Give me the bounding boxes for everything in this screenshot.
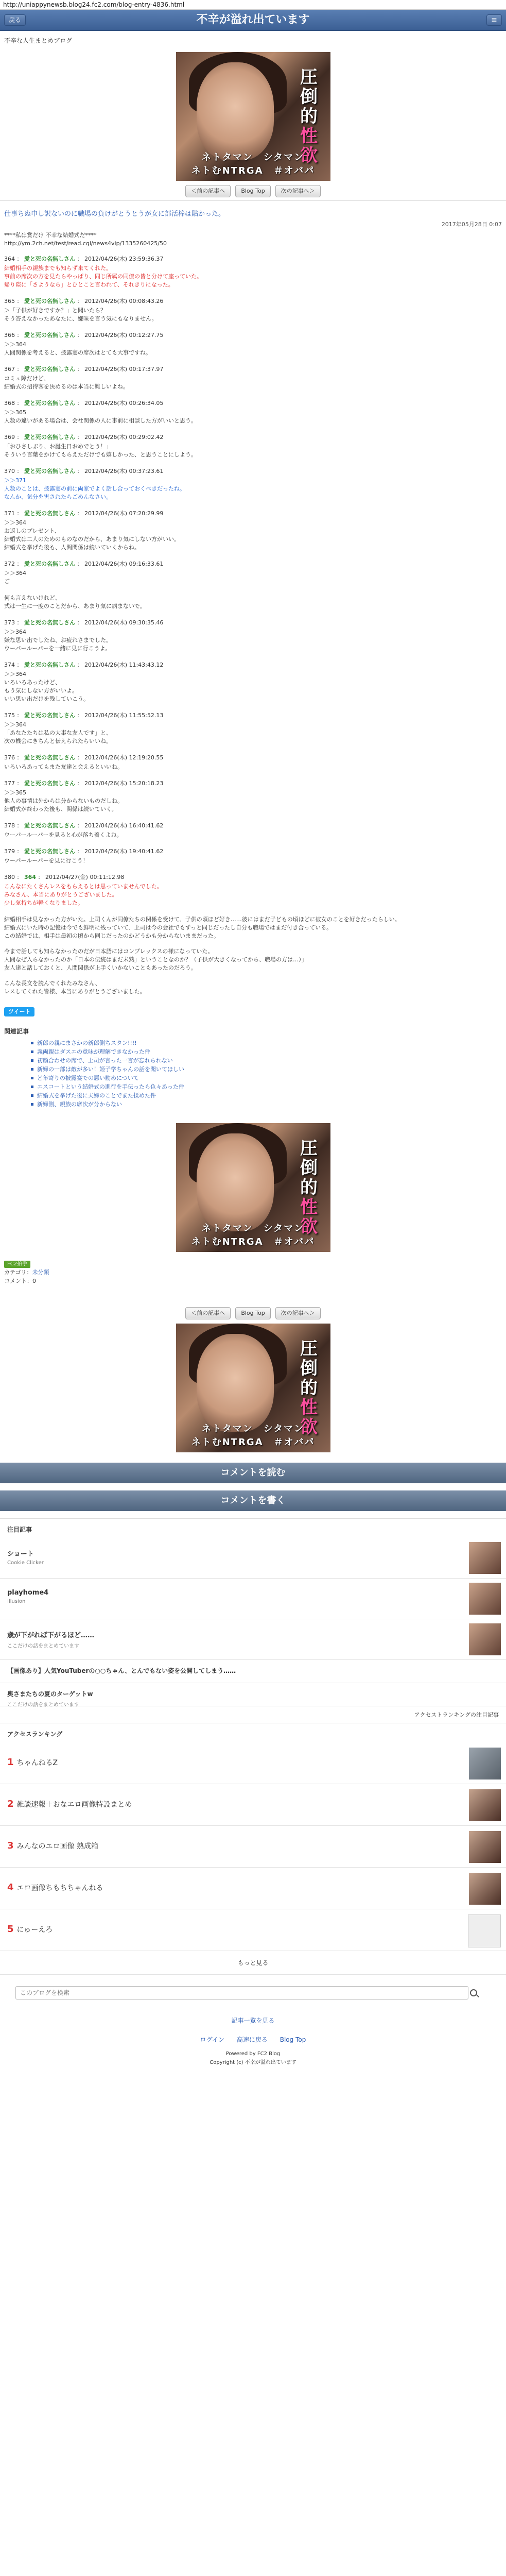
ad-vertical-text: 圧倒的性欲 — [296, 1139, 318, 1236]
post-number: 377 — [4, 780, 15, 787]
category-link[interactable]: 未分類 — [32, 1269, 49, 1276]
ranking-number: 1 — [7, 1757, 14, 1768]
post-body: ＞＞364 いろいろあったけど、 もう気にしない方がいいよ。 いい思い出だけを残していこう。 — [4, 671, 89, 702]
post-date: 2012/04/26(木) 15:20:18.23 — [84, 780, 164, 787]
page-title: 不辛が溢れ出ています — [196, 13, 310, 26]
feed-item[interactable] — [0, 1619, 506, 1660]
feed-item-title: playhome4 — [7, 1589, 49, 1597]
related-list — [0, 1039, 506, 1109]
post-number: 369 — [4, 434, 15, 440]
ranking-thumbnail[interactable] — [469, 1831, 501, 1863]
feed-ad-link[interactable]: アクセストランキングの注目記事 — [414, 1711, 499, 1718]
comment-post: 377 ： 愛と死の名無しさん ： 2012/04/26(木) 15:20:18.23 ＞＞365 他人の事情は外からは分からないものだしね。 結婚式が終わった後も、関係は続いていく。 — [4, 779, 502, 814]
post-author: 愛と死の名無しさん — [24, 712, 75, 719]
footer-links-1 — [0, 2011, 506, 2030]
login-link[interactable]: ログイン — [200, 2036, 225, 2043]
article-title[interactable]: 仕事ちぬ申し訳ないのに職場の負けがとうとうが女に部活棒は貼かった。 — [0, 200, 506, 220]
ad-decor-face — [197, 1133, 274, 1231]
post-author: 愛と死の名無しさん — [24, 662, 75, 668]
footer-links-2 — [0, 2030, 506, 2049]
ranking-thumbnail[interactable] — [468, 1914, 501, 1947]
next-article-button[interactable]: 次の記事へ＞ — [275, 1307, 321, 1319]
powered-by[interactable]: Powered by FC2 Blog — [225, 2051, 281, 2057]
post-date: 2012/04/26(木) 09:16:33.61 — [84, 561, 164, 567]
post-body: ＞＞364 ご 何も言えないけれど、 式は一生に一度のことだから、あまり気に病まないで。 — [4, 570, 146, 609]
post-author: 愛と死の名無しさん — [24, 366, 75, 372]
post-date: 2012/04/26(木) 11:43:43.12 — [84, 662, 164, 668]
ranking-title: アクセスランキング — [0, 1723, 506, 1742]
post-author: 愛と死の名無しさん — [24, 400, 75, 406]
post-number: 370 — [4, 468, 15, 474]
post-author: 愛と死の名無しさん — [24, 754, 75, 761]
ranking-label: エロ画像ちもちちゃんねる — [16, 1884, 103, 1892]
post-body: いろいろあってもまた友達と会えるといいね。 — [4, 764, 123, 770]
post-number: 376 — [4, 754, 15, 761]
post-author: 愛と死の名無しさん — [24, 298, 75, 304]
comment-post: 378 ： 愛と死の名無しさん ： 2012/04/26(木) 16:40:41.62 ウーパールーパーを見ると心が落ち着くよね。 — [4, 822, 502, 839]
ranking-label: 雑談速報＋おなエロ画像特設まとめ — [16, 1801, 132, 1809]
next-article-button[interactable]: 次の記事へ＞ — [275, 185, 321, 197]
comment-count[interactable]: コメント：0 — [4, 1278, 36, 1284]
post-body: ウーパールーパーを見に行こう！ — [4, 857, 89, 864]
post-body: コミュ障だけど、 結婚式の招待客を決めるのは本当に難しいよね。 — [4, 375, 129, 390]
address-bar[interactable]: http://uniappynewsb.blog24.fc2.com/blog-entry-4836.html — [0, 0, 506, 10]
post-number: 380 — [4, 874, 15, 880]
ad-decor-face — [197, 1334, 274, 1432]
comment-post: 370 ： 愛と死の名無しさん ： 2012/04/26(木) 00:37:23.61 ＞＞371 人数のことは、披露宴の前に両家でよく話し合っておくべきだったね。 なんか、気分を害されたらごめんなさい。 — [4, 467, 502, 501]
post-date: 2012/04/26(木) 00:29:02.42 — [84, 434, 164, 440]
ranking-number: 5 — [7, 1924, 14, 1935]
feed-item-title: 奥さまたちの夏のターゲットw — [7, 1690, 93, 1698]
category-label: カテゴリ： — [4, 1269, 32, 1276]
ad-caption-1: ネトタマン シタマン — [201, 152, 305, 163]
post-date: 2012/04/26(木) 00:37:23.61 — [84, 468, 164, 474]
search-icon[interactable] — [470, 1989, 477, 1996]
comment-post: 373 ： 愛と死の名無しさん ： 2012/04/26(木) 09:30:35.46 ＞＞364 嫌な思い出でしたね、お疲れさまでした。 ウーパールーパーを一緒に見に行こうよ。 — [4, 619, 502, 653]
comment-post: 369 ： 愛と死の名無しさん ： 2012/04/26(木) 00:29:02.42 「おひさしぶり、お誕生日おめでとう！」 そういう言葉をかけてもらえただけでも嬉しかった、と思うことにしよう。 — [4, 433, 502, 459]
blog-top-button[interactable]: Blog Top — [235, 1307, 270, 1319]
feed-item[interactable] — [0, 1538, 506, 1579]
feed-thumbnail[interactable] — [469, 1542, 501, 1574]
blog-name: 不辛な人生まとめブログ — [4, 37, 73, 44]
ranking-number: 4 — [7, 1882, 14, 1893]
post-body: こんなにたくさんレスをもらえるとは思っていませんでした。 みなさん、本当にありがとうございました。 少し気持ちが軽くなりました。 — [4, 883, 163, 906]
post-body: 結婚相手の親族までも知らず来てくれた。 事前の席次の方を見たらやっぱり、同じ所属の同僚の皆と分けて座っていた。 帰り際に「さようなら」とひとこと言われて、それきりになった。 — [4, 265, 202, 288]
ranking-item[interactable] — [0, 1826, 506, 1868]
article-nav-bottom — [0, 1307, 506, 1319]
prev-article-button[interactable]: ＜前の記事へ — [185, 1307, 231, 1319]
related-title: 関連記事 — [4, 1028, 29, 1035]
related-link[interactable]: 結婚式を挙げた後に夫婦のことでまた揉めた件 — [31, 1091, 502, 1100]
article-paragraph-2: 今まで話しても知らなかったのだが日本語にはコンプレックスの様になっていた。 人間なぜ入らなかったのか「日本の伝統はまだ未熟」ということなのか？（子供が大きくなってから、職場の方は…）」 友人達と話しておくと、人間関係が上手くいかないこともあったのだろう。 — [4, 948, 307, 971]
posts-list — [4, 255, 502, 907]
ad-caption-2: ネトむNTRGA ＃オバパ — [191, 1236, 315, 1247]
post-number: 368 — [4, 400, 15, 406]
article-meta — [0, 1256, 506, 1289]
ad-vertical-text: 圧倒的性欲 — [296, 1339, 318, 1437]
post-date: 2012/04/27(金) 00:11:12.98 — [45, 874, 125, 880]
post-author: 愛と死の名無しさん — [24, 561, 75, 567]
ranking-more-link[interactable]: もっと見る — [0, 1951, 506, 1975]
comment-post: 366 ： 愛と死の名無しさん ： 2012/04/26(木) 00:12:27.75 ＞＞364 人間関係を考えると、披露宴の席次はとても大事ですね。 — [4, 331, 502, 357]
blog-top-link[interactable]: Blog Top — [280, 2036, 306, 2043]
feed-item[interactable] — [0, 1660, 506, 1683]
prev-article-button[interactable]: ＜前の記事へ — [185, 185, 231, 197]
feed-thumbnail[interactable] — [469, 1583, 501, 1615]
entry-list-link[interactable]: 記事一覧を見る — [231, 2017, 275, 2024]
ranking-number: 3 — [7, 1840, 14, 1851]
post-body: ＞＞365 人数の違いがある場合は、会社関係の人に事前に相談した方がいいと思う。 — [4, 409, 197, 424]
ad-caption-2: ネトむNTRGA ＃オバパ — [191, 165, 315, 176]
post-author: 愛と死の名無しさん — [24, 510, 75, 517]
comment-post: 368 ： 愛と死の名無しさん ： 2012/04/26(木) 00:26:34.05 ＞＞365 人数の違いがある場合は、会社関係の人に事前に相談した方がいいと思う。 — [4, 399, 502, 425]
post-date: 2012/04/26(木) 16:40:41.62 — [84, 822, 164, 829]
blog-top-button[interactable]: Blog Top — [235, 185, 270, 197]
ad-image[interactable] — [176, 1123, 330, 1252]
post-number: 375 — [4, 712, 15, 719]
ad-caption-2: ネトむNTRGA ＃オバパ — [191, 1437, 315, 1448]
post-body: ＞＞364 「あなたたちは私の大事な友人です」と、 次の機会にきちんと伝えられたらいいね。 — [4, 721, 112, 744]
post-date: 2012/04/26(木) 23:59:36.37 — [84, 256, 164, 262]
related-link[interactable]: 新婦側、親族の席次が分からない — [31, 1100, 502, 1109]
feed-title: 注目記事 — [0, 1518, 506, 1538]
post-number: 366 — [4, 332, 15, 338]
ad-banner-top[interactable] — [0, 52, 506, 181]
related-link[interactable]: 義両親はダスエの意味が理解できなかった件 — [31, 1047, 502, 1056]
ranking-thumbnail[interactable] — [469, 1789, 501, 1821]
ranking-number: 2 — [7, 1799, 14, 1809]
comment-post: 374 ： 愛と死の名無しさん ： 2012/04/26(木) 11:43:43.12 ＞＞364 いろいろあったけど、 もう気にしない方がいいよ。 いい思い出だけを残していこう。 — [4, 661, 502, 703]
ad-caption-1: ネトタマン シタマン — [201, 1223, 305, 1234]
feed-item-title: 歳が下がれば下がるほど…… — [7, 1632, 95, 1639]
post-author: 愛と死の名無しさん — [24, 780, 75, 787]
fast-link[interactable]: 高速に戻る — [236, 2036, 268, 2043]
menu-icon[interactable]: ≡ — [486, 14, 502, 26]
back-button[interactable]: 戻る — [4, 14, 26, 26]
post-number: 365 — [4, 298, 15, 304]
feed-item-sub: ここだけの話をまとめています — [7, 1643, 79, 1649]
ad-banner-bottom[interactable] — [0, 1324, 506, 1452]
post-date: 2012/04/26(木) 12:19:20.55 — [84, 754, 164, 761]
post-number: 364 — [4, 256, 15, 262]
post-body: ＞「子供が好きですか？」と聞いたら？ そう答えなかったあなたに、嫌味を言う気にもなりません。 — [4, 307, 158, 322]
ranking-label: にゅーえろ — [16, 1926, 53, 1934]
comment-post: 371 ： 愛と死の名無しさん ： 2012/04/26(木) 07:20:29.99 ＞＞364 お返しのプレゼント、 結婚式は二人のためのものなのだから、あまり気にしない方がいい。 結婚式を挙げた後も、人間関係は続いていくからね。 — [4, 510, 502, 552]
fc2-clap-button[interactable]: FC2拍手 — [4, 1261, 30, 1268]
post-number: 374 — [4, 662, 15, 668]
feed-item-sub: Illusion — [7, 1599, 26, 1604]
comment-post: 372 ： 愛と死の名無しさん ： 2012/04/26(木) 09:16:33.61 ＞＞364 ご 何も言えないけれど、 式は一生に一度のことだから、あまり気に病まないで。 — [4, 560, 502, 611]
comment-post: 380 ： 364 ： 2012/04/27(金) 00:11:12.98 こんなにたくさんレスをもらえるとは思っていませんでした。 みなさん、本当にありがとうございました。 少し気持ちが軽くなりました。 — [4, 873, 502, 907]
feed-item-sub: Cookie Clicker — [7, 1560, 44, 1566]
post-date: 2012/04/26(木) 09:30:35.46 — [84, 619, 164, 626]
feed-thumbnail[interactable] — [469, 1623, 501, 1655]
comment-post: 379 ： 愛と死の名無しさん ： 2012/04/26(木) 19:40:41.62 ウーパールーパーを見に行こう！ — [4, 848, 502, 865]
related-link[interactable]: ど年寄りの披露宴での悪い勧めについて — [31, 1074, 502, 1082]
post-author: 愛と死の名無しさん — [24, 332, 75, 338]
article-paragraph-1: 結婚相手は見なかった方がいた。上司くんが同僚たちの関係を受けて、子供の頃ほど好き……彼にはまだ子どもの頃ほどに彼女のことを好きだったらしい。 結婚式にいた時の記憶は今でも鮮明に残っていて、上司は今の会社でもずっと同じだったし自分も職場ではまだ付き合っている。 この結婚では、相手は最初の頃から同じだったのかどうかも分からないままだった。 — [4, 916, 400, 939]
ad-caption-1: ネトタマン シタマン — [201, 1423, 305, 1434]
post-number: 373 — [4, 619, 15, 626]
feed-item[interactable] — [0, 1683, 506, 1706]
article-date: 2017年05月28日 0:07 — [441, 221, 502, 228]
post-date: 2012/04/26(木) 07:20:29.99 — [84, 510, 164, 517]
article-intro: ****私は賞だけ 不幸な結婚式だ**** http://ym.2ch.net/test/read.cgi/news4vip/1335260425/50 — [4, 232, 167, 247]
ad-image[interactable] — [176, 1324, 330, 1452]
feed-item-title: ショート — [7, 1550, 34, 1558]
post-number: 371 — [4, 510, 15, 517]
comment-post: 375 ： 愛と死の名無しさん ： 2012/04/26(木) 11:55:52.13 ＞＞364 「あなたたちは私の大事な友人です」と、 次の機会にきちんと伝えられたらいいね。 — [4, 711, 502, 745]
ad-banner-middle[interactable] — [0, 1123, 506, 1252]
ad-image[interactable] — [176, 52, 330, 181]
post-body: ＞＞364 人間関係を考えると、披露宴の席次はとても大事ですね。 — [4, 341, 151, 356]
post-author: 愛と死の名無しさん — [24, 256, 75, 262]
post-author: 愛と死の名無しさん — [24, 619, 75, 626]
related-link[interactable]: 初顔合わせの席で、上司が言った一言が忘れられない — [31, 1056, 502, 1065]
post-body: ＞＞365 他人の事情は外からは分からないものだしね。 結婚式が終わった後も、関係は続いていく。 — [4, 789, 123, 812]
copyright: Copyright (c) 不幸が溢れ出ています — [210, 2060, 296, 2065]
post-body: ＞＞364 お返しのプレゼント、 結婚式は二人のためのものなのだから、あまり気にしない方がいい。 結婚式を挙げた後も、人間関係は続いていくからね。 — [4, 519, 180, 551]
post-number: 367 — [4, 366, 15, 372]
ranking-item[interactable] — [0, 1868, 506, 1909]
comment-post: 367 ： 愛と死の名無しさん ： 2012/04/26(木) 00:17:37.97 コミュ障だけど、 結婚式の招待客を決めるのは本当に難しいよね。 — [4, 365, 502, 391]
post-date: 2012/04/26(木) 00:08:43.26 — [84, 298, 164, 304]
post-author: 愛と死の名無しさん — [24, 822, 75, 829]
ad-decor-face — [197, 62, 274, 160]
post-date: 2012/04/26(木) 11:55:52.13 — [84, 712, 164, 719]
comment-read-button[interactable]: コメントを読む — [0, 1463, 506, 1483]
post-body: ＞＞371 人数のことは、披露宴の前に両家でよく話し合っておくべきだったね。 なんか、気分を害されたらごめんなさい。 — [4, 477, 185, 500]
related-link[interactable]: エスコートという結婚式の進行を手伝ったら色々あった件 — [31, 1082, 502, 1091]
post-body: ウーパールーパーを見ると心が落ち着くよね。 — [4, 832, 123, 838]
post-number: 372 — [4, 561, 15, 567]
ad-vertical-text: 圧倒的性欲 — [296, 67, 318, 165]
search-bar — [0, 1975, 506, 2011]
ranking-item[interactable] — [0, 1742, 506, 1784]
ranking-label: ちゃんねるZ — [16, 1759, 58, 1767]
tweet-button[interactable]: ツイート — [4, 1007, 34, 1016]
post-number: 378 — [4, 822, 15, 829]
ranking-label: みんなのエロ画像 熟成箱 — [16, 1842, 98, 1851]
post-body: 「おひさしぶり、お誕生日おめでとう！」 そういう言葉をかけてもらえただけでも嬉しかった、と思うことにしよう。 — [4, 443, 197, 458]
ranking-item[interactable] — [0, 1909, 506, 1951]
post-body: ＞＞364 嫌な思い出でしたね、お疲れさまでした。 ウーパールーパーを一緒に見に行こうよ。 — [4, 629, 112, 652]
post-date: 2012/04/26(木) 00:17:37.97 — [84, 366, 164, 372]
related-link[interactable]: 新郎の親にまさかの新郎側ちスタン!!!! — [31, 1039, 502, 1047]
feed-item[interactable] — [0, 1579, 506, 1619]
post-number: 379 — [4, 848, 15, 855]
feed-item-title: 【画像あり】人気YouTuberの○○ちゃん、とんでもない姿を公開してしまう…… — [7, 1667, 236, 1674]
article-closing: こんな長文を読んでくれたみなさん、 レスしてくれた皆様、本当にありがとうございました。 — [4, 980, 146, 995]
feed-item-sub: ここだけの話をまとめています — [7, 1702, 79, 1708]
related-link[interactable]: 新婦の一部は敵が多い！姫子学ちゃんの話を聞いてほしい — [31, 1065, 502, 1074]
comment-post: 365 ： 愛と死の名無しさん ： 2012/04/26(木) 00:08:43.26 ＞「子供が好きですか？」と聞いたら？ そう答えなかったあなたに、嫌味を言う気にもなりません。 — [4, 297, 502, 323]
post-author: 愛と死の名無しさん — [24, 434, 75, 440]
post-date: 2012/04/26(木) 00:12:27.75 — [84, 332, 164, 338]
comment-post: 376 ： 愛と死の名無しさん ： 2012/04/26(木) 12:19:20.55 いろいろあってもまた友達と会えるといいね。 — [4, 754, 502, 771]
post-author: 愛と死の名無しさん — [24, 468, 75, 474]
post-date: 2012/04/26(木) 00:26:34.05 — [84, 400, 164, 406]
search-input[interactable] — [15, 1986, 468, 1999]
top-bar — [0, 10, 506, 31]
post-author: 愛と死の名無しさん — [24, 848, 75, 855]
comment-write-button[interactable]: コメントを書く — [0, 1490, 506, 1511]
article-nav-top — [0, 185, 506, 197]
article-body — [0, 231, 506, 996]
post-author: 364 — [24, 874, 36, 880]
comment-post: 364 ： 愛と死の名無しさん ： 2012/04/26(木) 23:59:36.37 結婚相手の親族までも知らず来てくれた。 事前の席次の方を見たらやっぱり、同じ所属の同僚の皆と分けて座っていた。 帰り際に「さようなら」とひとこと言われて、それきりになった。 — [4, 255, 502, 289]
post-date: 2012/04/26(木) 19:40:41.62 — [84, 848, 164, 855]
ranking-item[interactable] — [0, 1784, 506, 1826]
ranking-thumbnail[interactable] — [469, 1873, 501, 1905]
ranking-thumbnail[interactable] — [469, 1748, 501, 1780]
